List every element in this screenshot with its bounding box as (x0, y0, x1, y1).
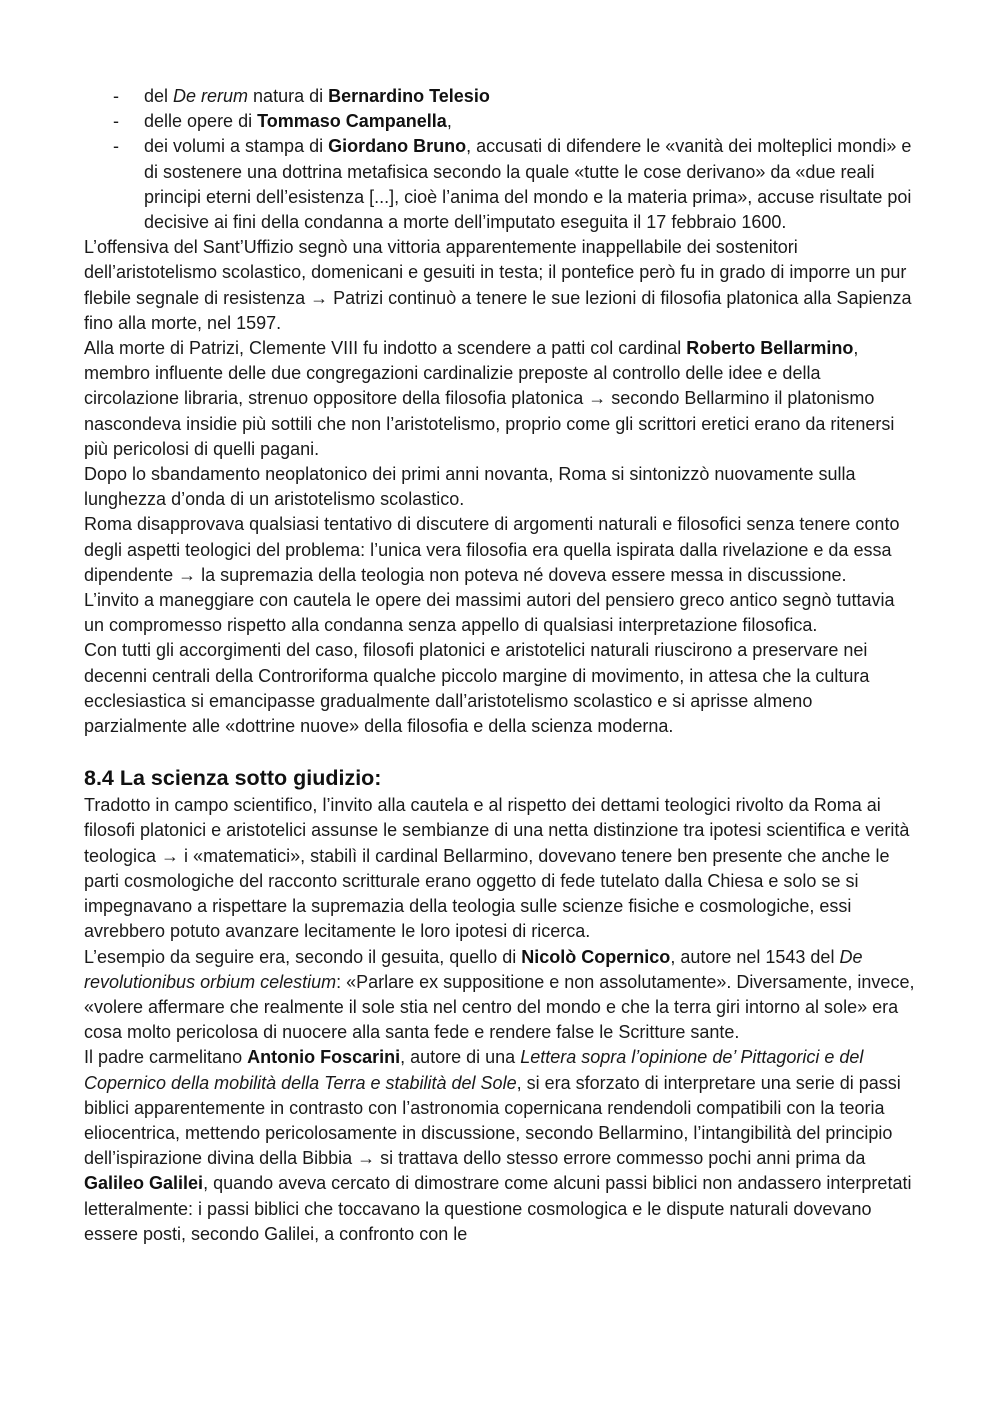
paragraph (84, 336, 919, 462)
paragraph-text: , autore di una (400, 1047, 521, 1068)
paragraph-text: , quando aveva cercato di dimostrare come alcuni passi biblici non andassero interpretati letteralmente: i passi biblici che toccavano la questione cosmologica e le dispute naturali dovevano essere posti, secondo Galilei, a confronto con le (84, 1173, 912, 1244)
list-item (84, 109, 919, 134)
paragraph-text: Alla morte di Patrizi, Clemente VIII fu indotto a scendere a patti col cardinal (84, 338, 687, 359)
paragraph: Tradotto in campo scientifico, l’invito alla cautela e al rispetto dei dettami teologici rivolto da Roma ai filosofi platonici e aristotelici assunse le sembianze di una netta distinzione tra ipotesi scientifica e verità teologica → i «matematici», stabilì il cardinal Bellarmino, dovevano tenere ben presente che anche le parti cosmologiche del racconto scritturale erano oggetto di fede tutelato dalla Chiesa e solo se si impegnavano a rispettare la supremazia della teologia sulle scienze fisiche e cosmologiche, essi avrebbero potuto avanzare lecitamente le loro ipotesi di ricerca. (84, 795, 910, 942)
bullet-dash: - (113, 111, 119, 132)
paragraph-text-bold: Antonio Foscarini (247, 1047, 401, 1068)
document-page (84, 84, 919, 1247)
bullet-list (84, 84, 919, 235)
paragraph-text-bold: Galileo Galilei (84, 1173, 204, 1194)
paragraph-text: : «Parlare ex suppositione e non assolutamente». Diversamente, invece, «volere affermare che realmente il sole stia nel centro del mondo e che la terra giri intorno al sole» era cosa molto pericolosa di nuocere alla santa fede e rendere false le Scritture sante. (84, 971, 915, 1043)
list-text: natura di (248, 86, 329, 106)
list-text: , (446, 111, 452, 132)
bullet-dash: - (113, 86, 119, 106)
list-text: delle opere di (144, 111, 258, 132)
paragraph-text-bold: Roberto Bellarmino (686, 338, 854, 359)
list-text: del (144, 86, 174, 106)
list-text-bold: Bernardino Telesio (328, 86, 490, 106)
paragraph (84, 945, 919, 1046)
paragraph-text: Il padre carmelitano (84, 1047, 248, 1068)
paragraph-text: , autore nel 1543 del (670, 946, 840, 967)
paragraph-text: , membro influente delle due congregazioni cardinalizie preposte al controllo delle idee e della circolazione libraria, strenuo oppositore della filosofia platonica → secondo Bellarmino il platonismo nascondeva insidie più sottili che non l’aristotelismo, proprio come gli scrittori eretici erano da ritenersi più pericolosi di quelli pagani. (84, 338, 895, 459)
paragraph (84, 1045, 919, 1247)
section-heading: 8.4 La scienza sotto giudizio: (84, 766, 382, 791)
paragraph: Roma disapprovava qualsiasi tentativo di discutere di argomenti naturali e filosofici senza tenere conto degli aspetti teologici del problema: l’unica vera filosofia era quella ispirata dalla rivelazione e da essa dipendente → la supremazia della teologia non poteva né doveva essere messa in discussione. (84, 514, 900, 585)
paragraph-text: , si era sforzato di interpretare una serie di passi biblici apparentemente in contrasto con l’astronomia copernicana rendendoli compatibili con la teoria eliocentrica, mettendo pericolosamente in discussione, secondo Bellarmino, l’intangibilità del principio dell’ispirazione divina della Bibbia → si trattava dello stesso errore commesso pochi anni prima da (84, 1072, 901, 1169)
paragraph-text-italic: Lettera sopra l’opinione de’ Pittagorici e del Copernico della mobilità della Terra e stabilità del Sole (84, 1047, 864, 1093)
paragraph: L’invito a maneggiare con cautela le opere dei massimi autori del pensiero greco antico segnò tuttavia un compromesso rispetto alla condanna senza appello di qualsiasi interpretazione filosofica. (84, 590, 895, 636)
list-text-italic: De rerum (173, 86, 249, 106)
paragraph-text-bold: Nicolò Copernico (521, 946, 671, 967)
paragraph-text: L’esempio da seguire era, secondo il gesuita, quello di (84, 946, 522, 967)
list-text-bold: Giordano Bruno (328, 136, 467, 157)
list-item (84, 84, 919, 109)
list-item (84, 134, 919, 235)
paragraph: Dopo lo sbandamento neoplatonico dei primi anni novanta, Roma si sintonizzò nuovamente sulla lunghezza d’onda di un aristotelismo scolastico. (84, 464, 856, 510)
bullet-dash: - (113, 136, 119, 157)
paragraph: Con tutti gli accorgimenti del caso, filosofi platonici e aristotelici naturali riuscirono a preservare nei decenni centrali della Controriforma qualche piccolo margine di movimento, in attesa che la cultura ecclesiastica si emancipasse gradualmente dall’aristotelismo scolastico e si aprisse almeno parzialmente alle «dottrine nuove» della filosofia e della scienza moderna. (84, 640, 870, 737)
list-text: , accusati di difendere le «vanità dei molteplici mondi» e di sostenere una dottrina metafisica secondo la quale «tutte le cose derivano» da «due reali principi eterni dell’esistenza [...], cioè l’anima del mondo e la materia prima», accuse risultate poi decisive ai fini della condanna a morte dell’imputato eseguita il 17 febbraio 1600. (144, 136, 912, 233)
list-text-bold: Tommaso Campanella (257, 111, 447, 132)
paragraph-text-italic: De revolutionibus orbium celestium (84, 946, 863, 992)
list-text: dei volumi a stampa di (144, 136, 329, 157)
paragraph: L’offensiva del Sant’Uffizio segnò una vittoria apparentemente inappellabile dei sostenitori dell’aristotelismo scolastico, domenicani e gesuiti in testa; il pontefice però fu in grado di imporre un pur flebile segnale di resistenza → Patrizi continuò a tenere le sue lezioni di filosofia platonica alla Sapienza fino alla morte, nel 1597. (84, 237, 912, 333)
